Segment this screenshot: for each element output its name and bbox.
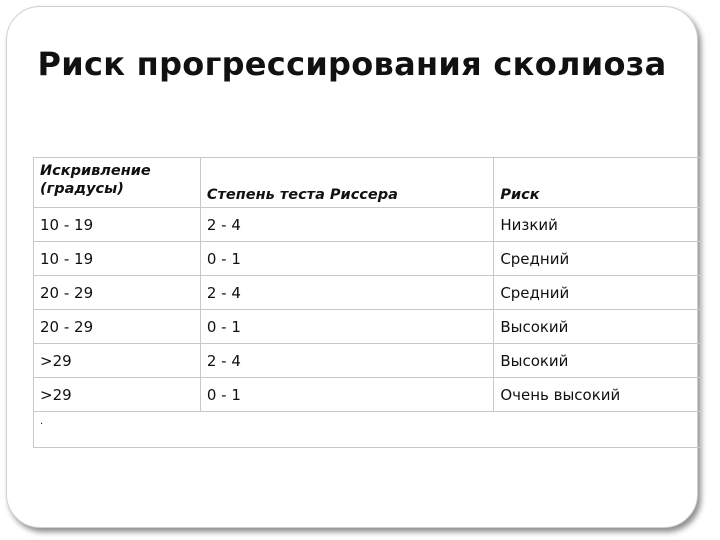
cell-curvature: 10 - 19 [34,242,201,276]
cell-risk: Средний [494,242,701,276]
cell-curvature: 10 - 19 [34,208,201,242]
header-curvature-line1: Искривление [40,163,151,179]
header-curvature-line2: (градусы) [40,181,124,197]
slide-title: Риск прогрессирования сколиоза [37,45,667,83]
table-row [34,276,701,310]
slide [6,6,698,528]
cell-risser: 0 - 1 [200,378,493,412]
table-row [34,242,701,276]
cell-curvature: 20 - 29 [34,276,201,310]
cell-risser: 2 - 4 [200,344,493,378]
cell-risk: Средний [494,276,701,310]
cell-risk: Высокий [494,310,701,344]
table-footnote-row [34,412,701,448]
cell-curvature: 20 - 29 [34,310,201,344]
cell-risser: 0 - 1 [200,310,493,344]
cell-curvature: >29 [34,378,201,412]
cell-risk: Низкий [494,208,701,242]
table-row [34,344,701,378]
table-header-row [34,158,701,208]
cell-risser: 2 - 4 [200,208,493,242]
table-row [34,310,701,344]
cell-risser: 2 - 4 [200,276,493,310]
header-curvature [34,158,201,208]
table-row [34,378,701,412]
cell-risk: Очень высокий [494,378,701,412]
cell-curvature: >29 [34,344,201,378]
table-footnote: . [34,412,701,448]
header-risk: Риск [494,158,701,208]
risk-table [33,157,701,448]
cell-risk: Высокий [494,344,701,378]
header-risser: Степень теста Риссера [200,158,493,208]
table-row [34,208,701,242]
cell-risser: 0 - 1 [200,242,493,276]
